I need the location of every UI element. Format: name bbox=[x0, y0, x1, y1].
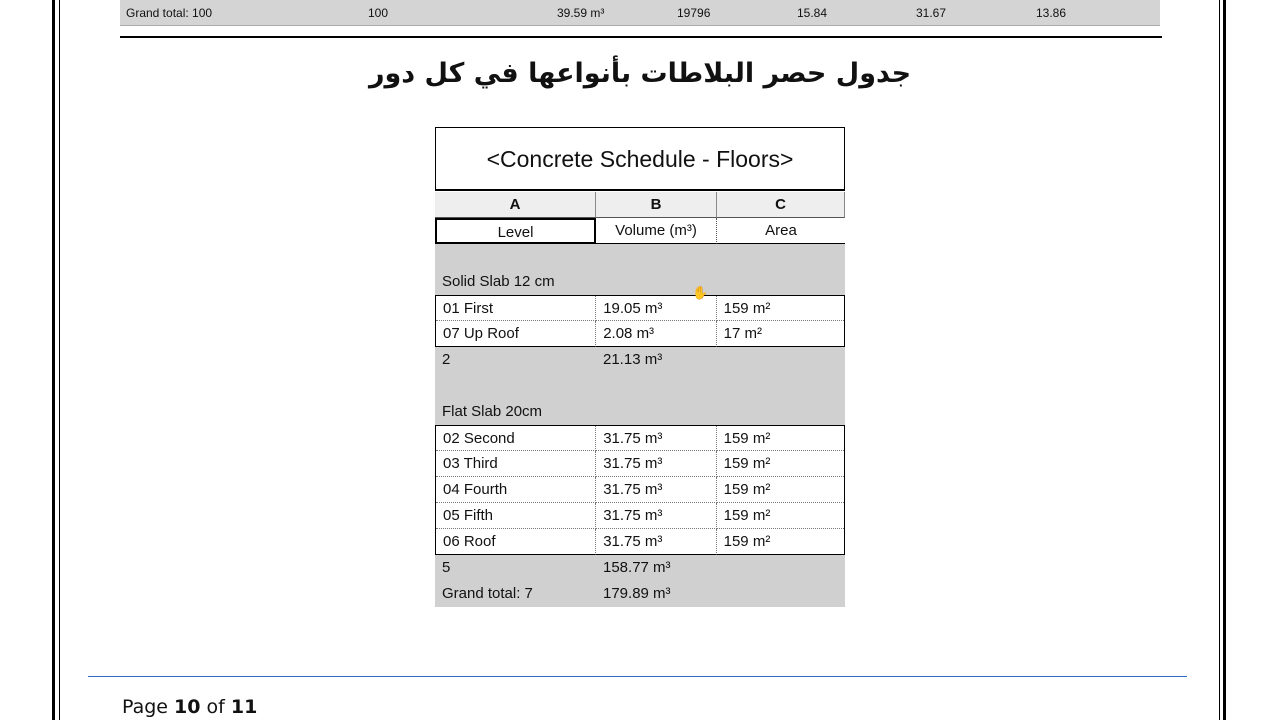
page-word: Page bbox=[122, 696, 168, 718]
header-area[interactable]: Area bbox=[717, 218, 845, 244]
area-cell[interactable]: 159 m² bbox=[717, 503, 844, 529]
subtotal-volume: 158.77 m³ bbox=[603, 559, 671, 576]
current-page: 10 bbox=[174, 696, 201, 718]
volume-cell[interactable]: 31.75 m³ bbox=[596, 477, 716, 503]
volume-cell[interactable]: 31.75 m³ bbox=[596, 529, 716, 555]
header-level[interactable]: Level bbox=[435, 218, 596, 244]
spacer bbox=[435, 373, 845, 399]
schedule-title: <Concrete Schedule - Floors> bbox=[435, 127, 845, 191]
volume-cell[interactable]: 2.08 m³ bbox=[596, 321, 716, 347]
area-cell[interactable]: 159 m² bbox=[717, 529, 844, 555]
level-cell[interactable]: 05 Fifth bbox=[436, 503, 596, 529]
page-border-left-thin bbox=[59, 0, 60, 720]
arabic-heading: جدول حصر البلاطات بأنواعها في كل دور bbox=[368, 58, 912, 89]
table-row[interactable] bbox=[435, 503, 845, 529]
level-cell[interactable]: 01 First bbox=[436, 296, 596, 321]
column-a[interactable]: A bbox=[435, 192, 596, 218]
page-number bbox=[122, 696, 257, 718]
concrete-schedule bbox=[435, 127, 845, 607]
grand-total-label: Grand total: 7 bbox=[442, 585, 533, 602]
empty-cell bbox=[717, 347, 845, 373]
header-volume[interactable]: Volume (m³) bbox=[596, 218, 717, 244]
level-cell[interactable]: 04 Fourth bbox=[436, 477, 596, 503]
divider bbox=[120, 36, 1162, 38]
spacer bbox=[435, 244, 845, 269]
table-row[interactable] bbox=[435, 425, 845, 451]
group-name: Flat Slab 20cm bbox=[442, 403, 543, 420]
column-names bbox=[435, 218, 845, 244]
hand-cursor-icon: ✋ bbox=[692, 285, 709, 300]
subtotal-count: 5 bbox=[442, 559, 451, 576]
area-cell[interactable]: 159 m² bbox=[717, 296, 844, 321]
table-row[interactable] bbox=[435, 477, 845, 503]
value-2: 15.84 bbox=[797, 6, 828, 20]
table-row[interactable] bbox=[435, 295, 845, 321]
level-cell[interactable]: 06 Roof bbox=[436, 529, 596, 555]
page-border-right-thick bbox=[1223, 0, 1226, 720]
level-cell[interactable]: 03 Third bbox=[436, 451, 596, 477]
group-subtotal bbox=[435, 555, 845, 581]
volume: 39.59 m³ bbox=[557, 6, 605, 20]
page-border-left-thick bbox=[52, 0, 55, 720]
level-cell[interactable]: 07 Up Roof bbox=[436, 321, 596, 347]
volume-cell[interactable]: 31.75 m³ bbox=[596, 426, 716, 451]
value-1: 19796 bbox=[677, 6, 711, 20]
volume-cell[interactable]: 31.75 m³ bbox=[596, 451, 716, 477]
table-row[interactable] bbox=[435, 529, 845, 555]
total-pages: 11 bbox=[230, 696, 258, 718]
volume-cell[interactable]: 31.75 m³ bbox=[596, 503, 716, 529]
value-3: 31.67 bbox=[916, 6, 947, 20]
grand-total-row bbox=[435, 581, 845, 607]
footer-divider bbox=[88, 676, 1187, 677]
of-word: of bbox=[206, 696, 225, 718]
empty-cell bbox=[717, 555, 845, 581]
empty-cell bbox=[717, 581, 845, 607]
label: Grand total: 100 bbox=[126, 6, 213, 20]
subtotal-count: 2 bbox=[442, 351, 451, 368]
column-letters bbox=[435, 192, 845, 218]
table-row[interactable] bbox=[435, 321, 845, 347]
group-name: Solid Slab 12 cm bbox=[442, 273, 555, 290]
previous-table-grand-total-row bbox=[120, 0, 1160, 26]
volume-cell[interactable]: 19.05 m³ bbox=[596, 296, 716, 321]
area-cell[interactable]: 17 m² bbox=[717, 321, 844, 347]
grand-total-volume: 179.89 m³ bbox=[603, 585, 671, 602]
area-cell[interactable]: 159 m² bbox=[717, 451, 844, 477]
column-b[interactable]: B bbox=[596, 192, 717, 218]
group-header bbox=[435, 269, 845, 295]
group-subtotal bbox=[435, 347, 845, 373]
table-row[interactable] bbox=[435, 451, 845, 477]
group-header bbox=[435, 399, 845, 425]
area-cell[interactable]: 159 m² bbox=[717, 477, 844, 503]
page-border-right-thin bbox=[1219, 0, 1220, 720]
level-cell[interactable]: 02 Second bbox=[436, 426, 596, 451]
subtotal-volume: 21.13 m³ bbox=[603, 351, 663, 368]
column-c[interactable]: C bbox=[717, 192, 845, 218]
count: 100 bbox=[368, 6, 389, 20]
area-cell[interactable]: 159 m² bbox=[717, 426, 844, 451]
value-4: 13.86 bbox=[1036, 6, 1067, 20]
